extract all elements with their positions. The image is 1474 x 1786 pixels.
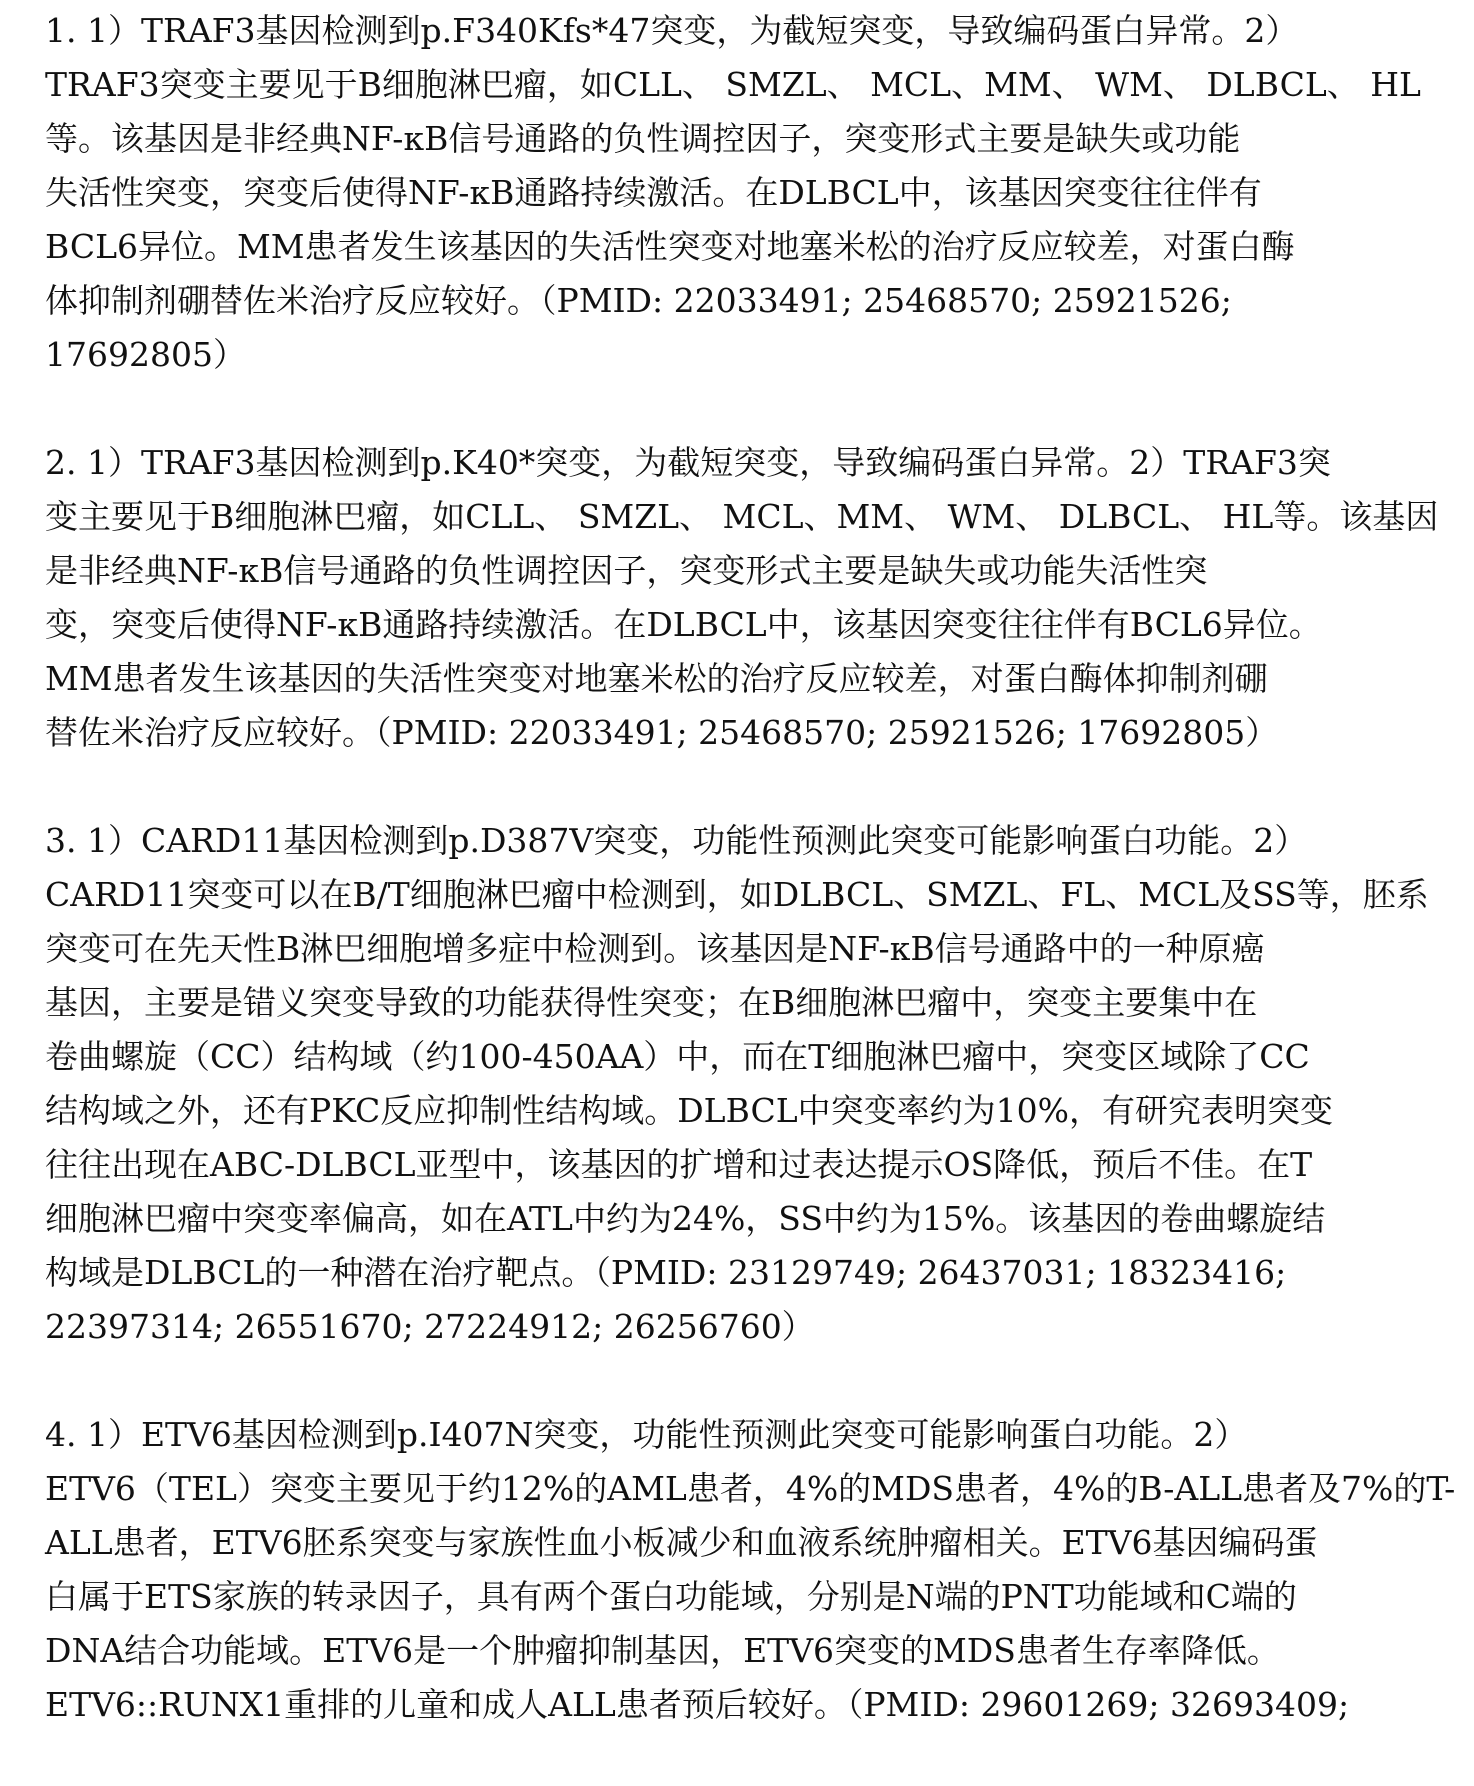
text-line: 替佐米治疗反应较好。（PMID: 22033491; 25468570; 25921526; 17692805）	[45, 713, 1279, 752]
text-line: 2. 1）TRAF3基因检测到p.K40*突变，为截短突变，导致编码蛋白异常。2）TRAF3突	[45, 443, 1331, 482]
text-line: 1. 1）TRAF3基因检测到p.F340Kfs*47突变，为截短突变，导致编码蛋白异常。2）	[45, 11, 1299, 50]
text-line: 往往出现在ABC-DLBCL亚型中，该基因的扩增和过表达提示OS降低，预后不佳。在T	[45, 1145, 1313, 1184]
text-line: 构域是DLBCL的一种潜在治疗靶点。（PMID: 23129749; 26437031; 18323416;	[45, 1253, 1287, 1292]
text-line: 4. 1）ETV6基因检测到p.I407N突变，功能性预测此突变可能影响蛋白功能。2）	[45, 1415, 1248, 1454]
text-line: 变，突变后使得NF-κB通路持续激活。在DLBCL中，该基因突变往往伴有BCL6异位。	[45, 605, 1322, 644]
paragraph-4-etv6-i407n	[45, 1408, 1456, 1732]
text-line: 是非经典NF-κB信号通路的负性调控因子，突变形式主要是缺失或功能失活性突	[45, 551, 1208, 590]
text-line: 3. 1）CARD11基因检测到p.D387V突变，功能性预测此突变可能影响蛋白功能。2）	[45, 821, 1308, 860]
text-line: ETV6::RUNX1重排的儿童和成人ALL患者预后较好。（PMID: 29601269; 32693409;	[45, 1685, 1350, 1724]
paragraph-2-traf3-k40	[45, 436, 1445, 760]
text-line: MM患者发生该基因的失活性突变对地塞米松的治疗反应较差，对蛋白酶体抑制剂硼	[45, 659, 1268, 698]
text-line: 变主要见于B细胞淋巴瘤，如CLL、 SMZL、 MCL、MM、 WM、 DLBCL、 HL等。该基因	[45, 497, 1439, 536]
text-line: 失活性突变，突变后使得NF-κB通路持续激活。在DLBCL中，该基因突变往往伴有	[45, 173, 1262, 212]
text-line: 细胞淋巴瘤中突变率偏高，如在ATL中约为24%，SS中约为15%。该基因的卷曲螺旋结	[45, 1199, 1326, 1238]
text-line: 体抑制剂硼替佐米治疗反应较好。（PMID: 22033491; 25468570; 25921526;	[45, 281, 1232, 320]
document-body	[45, 4, 1456, 1786]
text-line: 卷曲螺旋（CC）结构域（约100-450AA）中，而在T细胞淋巴瘤中，突变区域除了CC	[45, 1037, 1310, 1076]
text-line: 结构域之外，还有PKC反应抑制性结构域。DLBCL中突变率约为10%，有研究表明突变	[45, 1091, 1333, 1130]
text-line: ETV6（TEL）突变主要见于约12%的AML患者，4%的MDS患者，4%的B-ALL患者及7%的T-	[45, 1469, 1456, 1508]
paragraph-3-card11-d387v	[45, 814, 1445, 1354]
text-line: CARD11突变可以在B/T细胞淋巴瘤中检测到，如DLBCL、SMZL、FL、MCL及SS等，胚系	[45, 875, 1429, 914]
text-line: 17692805）	[45, 335, 246, 374]
text-line: 等。该基因是非经典NF-κB信号通路的负性调控因子，突变形式主要是缺失或功能	[45, 119, 1241, 158]
text-line: BCL6异位。MM患者发生该基因的失活性突变对地塞米松的治疗反应较差，对蛋白酶	[45, 227, 1295, 266]
text-line: DNA结合功能域。ETV6是一个肿瘤抑制基因，ETV6突变的MDS患者生存率降低。	[45, 1631, 1280, 1670]
text-line: ALL患者，ETV6胚系突变与家族性血小板减少和血液系统肿瘤相关。ETV6基因编码蛋	[45, 1523, 1318, 1562]
paragraph-1-traf3-f340kfs	[45, 4, 1445, 382]
text-line: 白属于ETS家族的转录因子，具有两个蛋白功能域，分别是N端的PNT功能域和C端的	[45, 1577, 1297, 1616]
text-line: 突变可在先天性B淋巴细胞增多症中检测到。该基因是NF-κB信号通路中的一种原癌	[45, 929, 1265, 968]
text-line: 基因，主要是错义突变导致的功能获得性突变；在B细胞淋巴瘤中，突变主要集中在	[45, 983, 1258, 1022]
text-line: TRAF3突变主要见于B细胞淋巴瘤，如CLL、 SMZL、 MCL、MM、 WM、 DLBCL、 HL	[45, 65, 1421, 104]
text-line: 22397314; 26551670; 27224912; 26256760）	[45, 1307, 815, 1346]
